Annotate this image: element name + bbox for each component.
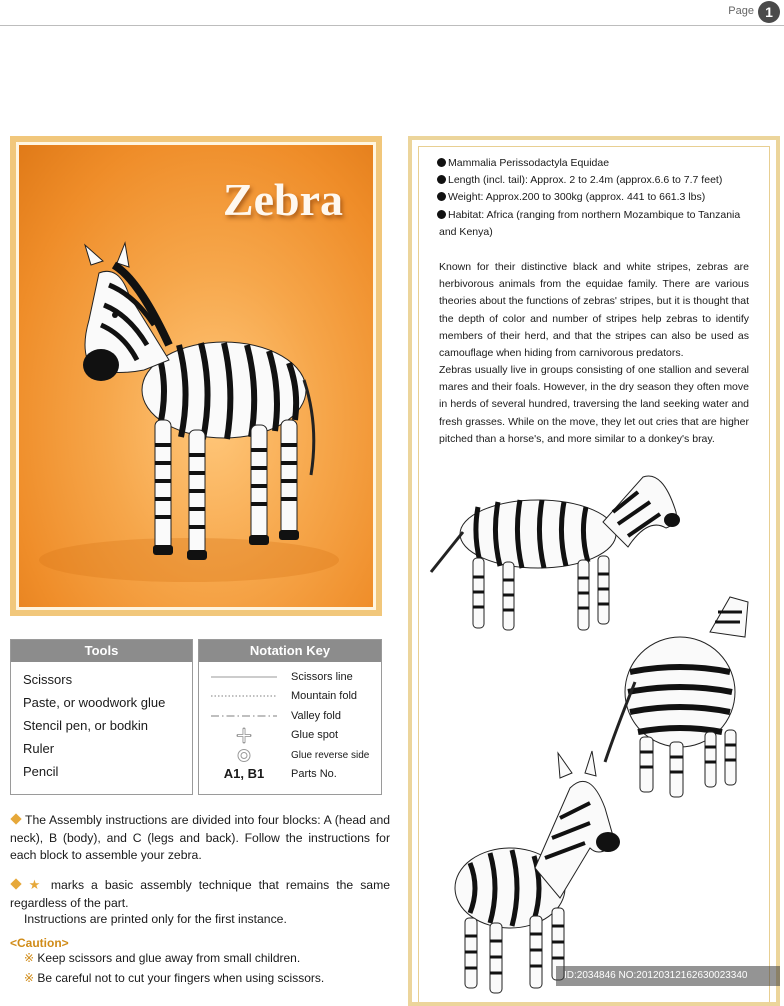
- notation-row-scissors-line: Scissors line: [199, 668, 381, 687]
- notation-row-mountain-fold: Mountain fold: [199, 687, 381, 706]
- tool-item: Stencil pen, or bodkin: [23, 718, 149, 733]
- dotted-line-icon: [211, 687, 277, 706]
- diamond-bullet-icon: [10, 813, 21, 824]
- description-paragraph-2: Zebras usually live in groups consisting of one stallion and several mares and their foals. However, in the dry season they often move in herds of several hundred, traversing the land seeking water and fresh grasses. While on the move, they let out cries that are higher pitched than a horse's, and more similar to a donkey's bray.: [439, 364, 749, 445]
- zebra-card: [10, 136, 382, 616]
- bullet-icon: [437, 158, 446, 167]
- notation-key-table: [198, 639, 382, 795]
- instruction-first-instance: Instructions are printed only for the first instance.: [24, 912, 287, 926]
- notation-list: [199, 662, 381, 784]
- caution-line: ※ Keep scissors and glue away from small children.: [24, 951, 301, 965]
- notation-row-glue-spot: Glue spot: [199, 726, 381, 745]
- tools-heading: Tools: [11, 640, 192, 662]
- star-icon: ★: [25, 877, 44, 892]
- page-number-badge: 1: [758, 1, 780, 23]
- zebra-illustration: [19, 145, 373, 607]
- tool-item: Ruler: [23, 741, 55, 756]
- caution-line: ※ Be careful not to cut your fingers when using scissors.: [24, 971, 325, 985]
- notation-row-parts-no: A1, B1 Parts No.: [199, 765, 381, 784]
- solid-line-icon: [211, 668, 277, 687]
- notation-row-valley-fold: Valley fold: [199, 707, 381, 726]
- description-paragraph-1: Known for their distinctive black and white stripes, zebras are herbivorous animals from the equidae family. There are various theories about the functions of zebras' stripes, but it is thought that the depth of color and number of stripes help zebras to identify members of their herd, and that the stripes can also be used as camouflage when hiding from carnivorous predators.: [439, 261, 749, 360]
- fact-habitat-continued: and Kenya): [439, 225, 493, 238]
- zebra-front-view-illustration: [440, 748, 630, 998]
- diamond-bullet-icon: [10, 878, 21, 889]
- bullet-icon: [437, 192, 446, 201]
- fact-classification: Mammalia Perissodactyla Equidae: [437, 155, 751, 172]
- tools-table: [10, 639, 193, 795]
- tools-list: [11, 662, 192, 783]
- fact-weight: Weight: Approx.200 to 300kg (approx. 441 to 661.3 lbs): [437, 189, 751, 206]
- plus-icon: [211, 726, 277, 745]
- parts-number-sample: A1, B1: [223, 765, 265, 781]
- zebra-card-photo: [16, 142, 376, 610]
- watermark-id-bar: ID:2034846 NO:20120312162630023340: [556, 966, 780, 986]
- bullet-icon: [437, 175, 446, 184]
- tool-item: Paste, or woodwork glue: [23, 695, 166, 710]
- header-rule: [0, 25, 784, 26]
- fact-length: Length (incl. tail): Approx. 2 to 2.4m (approx.6.6 to 7.7 feet): [437, 172, 751, 189]
- bullet-icon: [437, 210, 446, 219]
- card-title: Zebra: [222, 174, 343, 225]
- target-icon: [211, 746, 277, 765]
- instruction-marks: ★ marks a basic assembly technique that remains the same regardless of the part.: [10, 877, 390, 910]
- fact-habitat: Habitat: Africa (ranging from northern Mozambique to Tanzania: [437, 207, 751, 224]
- instruction-blocks: The Assembly instructions are divided into four blocks: A (head and neck), B (body), and C (legs and back). Follow the instructions for each block to assemble your zebra.: [10, 813, 390, 862]
- notation-row-glue-reverse: Glue reverse side: [199, 746, 381, 765]
- tool-item: Pencil: [23, 764, 59, 779]
- notation-heading: Notation Key: [199, 640, 381, 662]
- dash-dot-line-icon: [211, 707, 277, 726]
- tool-item: Scissors: [23, 672, 73, 687]
- page-label: Page: [728, 5, 754, 17]
- fact-list: [437, 155, 751, 241]
- caution-heading: <Caution>: [10, 936, 69, 950]
